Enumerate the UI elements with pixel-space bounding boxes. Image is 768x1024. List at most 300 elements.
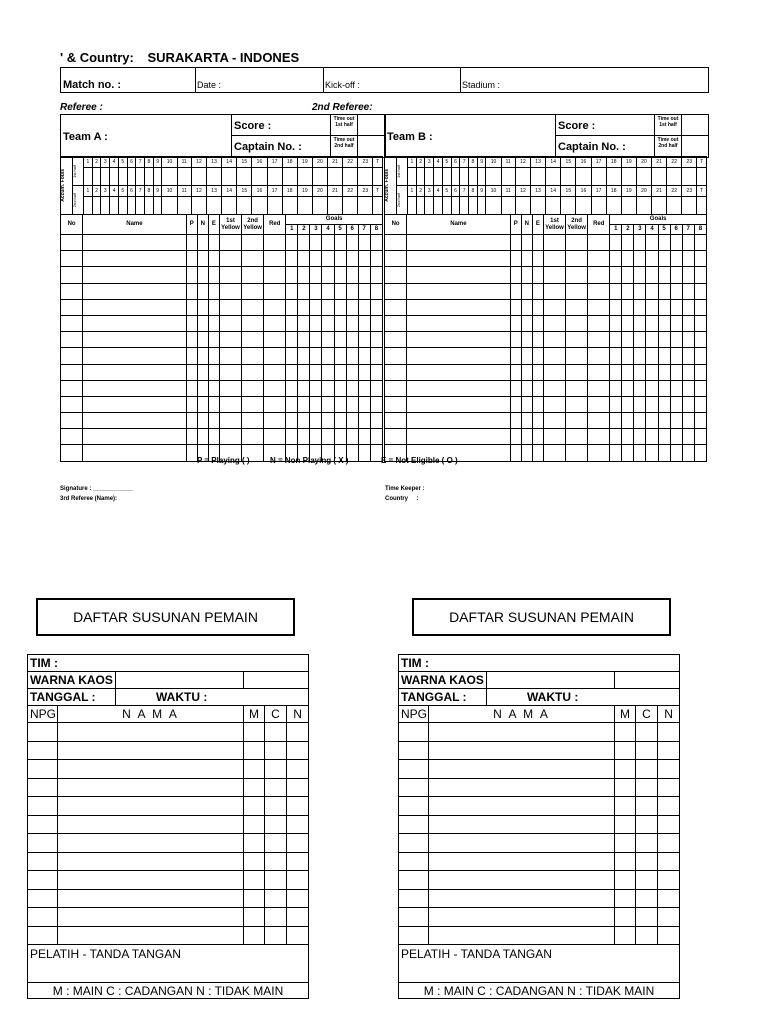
m-cell[interactable] (615, 889, 636, 908)
m-cell[interactable] (244, 871, 265, 890)
roster-cell[interactable] (242, 267, 264, 283)
roster-cell[interactable] (298, 251, 310, 267)
n-cell[interactable] (658, 741, 680, 760)
c-cell[interactable] (636, 908, 658, 927)
roster-cell[interactable] (566, 364, 588, 380)
roster-cell[interactable] (385, 332, 407, 348)
roster-cell[interactable] (532, 332, 543, 348)
roster-cell[interactable] (610, 429, 622, 445)
roster-cell[interactable] (532, 348, 543, 364)
roster-cell[interactable] (634, 348, 646, 364)
n-cell[interactable] (658, 797, 680, 816)
roster-cell[interactable] (286, 283, 298, 299)
roster-cell[interactable] (322, 332, 334, 348)
roster-cell[interactable] (219, 267, 241, 283)
roster-cell[interactable] (670, 413, 682, 429)
roster-cell[interactable] (310, 332, 322, 348)
roster-cell[interactable] (286, 251, 298, 267)
roster-cell[interactable] (543, 315, 565, 331)
c-cell[interactable] (265, 889, 287, 908)
roster-cell[interactable] (682, 235, 694, 251)
roster-cell[interactable] (83, 235, 187, 251)
npg-cell[interactable] (399, 778, 429, 797)
nama-cell[interactable] (58, 871, 244, 890)
foul-mark-cell[interactable] (207, 168, 222, 186)
roster-cell[interactable] (622, 315, 634, 331)
npg-cell[interactable] (28, 834, 58, 853)
roster-cell[interactable] (670, 283, 682, 299)
foul-mark-cell[interactable] (162, 168, 177, 186)
c-cell[interactable] (265, 741, 287, 760)
foul-mark-cell[interactable] (606, 168, 621, 186)
roster-cell[interactable] (646, 235, 658, 251)
m-cell[interactable] (615, 871, 636, 890)
nama-cell[interactable] (58, 760, 244, 779)
n-cell[interactable] (658, 908, 680, 927)
n-cell[interactable] (287, 797, 309, 816)
roster-cell[interactable] (682, 364, 694, 380)
roster-cell[interactable] (334, 235, 346, 251)
c-cell[interactable] (265, 760, 287, 779)
roster-cell[interactable] (370, 364, 382, 380)
roster-cell[interactable] (197, 267, 208, 283)
foul-mark-cell[interactable] (297, 168, 312, 186)
roster-cell[interactable] (694, 413, 706, 429)
n-cell[interactable] (658, 834, 680, 853)
npg-cell[interactable] (399, 908, 429, 927)
roster-cell[interactable] (670, 251, 682, 267)
m-cell[interactable] (615, 741, 636, 760)
foul-mark-cell[interactable] (621, 197, 636, 215)
nama-cell[interactable] (58, 778, 244, 797)
roster-cell[interactable] (588, 396, 610, 412)
roster-cell[interactable] (310, 413, 322, 429)
m-cell[interactable] (615, 852, 636, 871)
m-cell[interactable] (615, 926, 636, 945)
foul-mark-cell[interactable] (531, 197, 546, 215)
roster-cell[interactable] (610, 332, 622, 348)
roster-cell[interactable] (634, 364, 646, 380)
roster-cell[interactable] (298, 299, 310, 315)
foul-mark-cell[interactable] (515, 168, 530, 186)
tanggal-label[interactable]: TANGGAL : (399, 689, 487, 706)
roster-cell[interactable] (407, 299, 511, 315)
roster-cell[interactable] (219, 396, 241, 412)
n-cell[interactable] (658, 852, 680, 871)
roster-cell[interactable] (532, 283, 543, 299)
roster-cell[interactable] (588, 299, 610, 315)
roster-cell[interactable] (264, 413, 286, 429)
roster-cell[interactable] (385, 315, 407, 331)
roster-cell[interactable] (310, 267, 322, 283)
foul-mark-cell[interactable] (358, 168, 373, 186)
roster-cell[interactable] (588, 332, 610, 348)
roster-cell[interactable] (532, 267, 543, 283)
roster-cell[interactable] (370, 396, 382, 412)
roster-cell[interactable] (385, 283, 407, 299)
roster-cell[interactable] (358, 413, 370, 429)
roster-cell[interactable] (670, 267, 682, 283)
foul-mark-cell[interactable] (282, 168, 297, 186)
roster-cell[interactable] (346, 413, 358, 429)
roster-cell[interactable] (334, 396, 346, 412)
foul-mark-cell[interactable] (591, 168, 606, 186)
roster-cell[interactable] (510, 380, 521, 396)
n-cell[interactable] (287, 723, 309, 742)
foul-mark-cell[interactable] (486, 197, 501, 215)
roster-cell[interactable] (543, 348, 565, 364)
date-cell[interactable] (195, 68, 324, 92)
roster-cell[interactable] (521, 235, 532, 251)
roster-cell[interactable] (658, 251, 670, 267)
roster-cell[interactable] (61, 299, 83, 315)
roster-cell[interactable] (186, 299, 197, 315)
roster-cell[interactable] (208, 429, 219, 445)
roster-cell[interactable] (566, 348, 588, 364)
npg-cell[interactable] (399, 834, 429, 853)
roster-cell[interactable] (634, 251, 646, 267)
foul-mark-cell[interactable] (373, 197, 383, 215)
nama-cell[interactable] (58, 889, 244, 908)
roster-cell[interactable] (682, 413, 694, 429)
foul-mark-cell[interactable] (606, 197, 621, 215)
roster-cell[interactable] (298, 380, 310, 396)
foul-mark-cell[interactable] (697, 168, 707, 186)
roster-cell[interactable] (186, 380, 197, 396)
roster-cell[interactable] (83, 299, 187, 315)
roster-cell[interactable] (521, 413, 532, 429)
npg-cell[interactable] (28, 908, 58, 927)
roster-cell[interactable] (532, 299, 543, 315)
foul-mark-cell[interactable] (591, 197, 606, 215)
m-cell[interactable] (244, 741, 265, 760)
roster-cell[interactable] (543, 445, 565, 461)
npg-cell[interactable] (399, 889, 429, 908)
roster-cell[interactable] (186, 315, 197, 331)
roster-cell[interactable] (588, 445, 610, 461)
roster-cell[interactable] (334, 315, 346, 331)
roster-cell[interactable] (61, 251, 83, 267)
roster-cell[interactable] (264, 315, 286, 331)
nama-cell[interactable] (429, 760, 615, 779)
roster-cell[interactable] (634, 235, 646, 251)
roster-cell[interactable] (322, 315, 334, 331)
foul-mark-cell[interactable] (343, 168, 358, 186)
roster-cell[interactable] (286, 364, 298, 380)
roster-cell[interactable] (286, 315, 298, 331)
roster-cell[interactable] (286, 267, 298, 283)
roster-cell[interactable] (682, 251, 694, 267)
roster-cell[interactable] (358, 299, 370, 315)
roster-cell[interactable] (634, 332, 646, 348)
roster-cell[interactable] (588, 348, 610, 364)
roster-cell[interactable] (208, 251, 219, 267)
n-cell[interactable] (658, 778, 680, 797)
npg-cell[interactable] (399, 723, 429, 742)
timekeeper-label[interactable]: Time Keeper : (385, 486, 425, 492)
m-cell[interactable] (244, 815, 265, 834)
signature-label[interactable]: Signature : ____________ (60, 486, 134, 492)
foul-mark-cell[interactable] (425, 197, 434, 215)
roster-cell[interactable] (208, 235, 219, 251)
roster-cell[interactable] (358, 283, 370, 299)
foul-mark-cell[interactable] (177, 197, 191, 215)
nama-cell[interactable] (429, 778, 615, 797)
m-cell[interactable] (615, 778, 636, 797)
roster-cell[interactable] (622, 267, 634, 283)
waktu-label[interactable]: WAKTU : (487, 689, 680, 706)
foul-mark-cell[interactable] (682, 168, 697, 186)
roster-cell[interactable] (334, 413, 346, 429)
nama-cell[interactable] (429, 908, 615, 927)
team-a-score-row[interactable] (232, 115, 386, 136)
roster-cell[interactable] (634, 445, 646, 461)
roster-cell[interactable] (286, 429, 298, 445)
n-cell[interactable] (658, 889, 680, 908)
roster-cell[interactable] (694, 267, 706, 283)
npg-cell[interactable] (399, 871, 429, 890)
roster-cell[interactable] (346, 429, 358, 445)
roster-cell[interactable] (264, 348, 286, 364)
roster-cell[interactable] (219, 315, 241, 331)
roster-cell[interactable] (694, 380, 706, 396)
foul-mark-cell[interactable] (451, 197, 460, 215)
n-cell[interactable] (287, 908, 309, 927)
roster-cell[interactable] (510, 283, 521, 299)
roster-cell[interactable] (532, 380, 543, 396)
roster-cell[interactable] (242, 283, 264, 299)
roster-cell[interactable] (543, 267, 565, 283)
roster-cell[interactable] (510, 429, 521, 445)
roster-cell[interactable] (658, 348, 670, 364)
roster-cell[interactable] (370, 413, 382, 429)
roster-cell[interactable] (521, 267, 532, 283)
foul-mark-cell[interactable] (425, 168, 434, 186)
foul-mark-cell[interactable] (110, 168, 119, 186)
foul-mark-cell[interactable] (297, 197, 312, 215)
roster-cell[interactable] (646, 380, 658, 396)
roster-cell[interactable] (646, 429, 658, 445)
roster-cell[interactable] (670, 445, 682, 461)
roster-cell[interactable] (298, 396, 310, 412)
nama-cell[interactable] (429, 797, 615, 816)
npg-cell[interactable] (399, 852, 429, 871)
roster-cell[interactable] (346, 332, 358, 348)
team-b-captain-row[interactable] (556, 136, 709, 157)
waktu-label[interactable]: WAKTU : (116, 689, 309, 706)
foul-mark-cell[interactable] (237, 168, 252, 186)
m-cell[interactable] (244, 889, 265, 908)
roster-cell[interactable] (242, 315, 264, 331)
roster-cell[interactable] (566, 445, 588, 461)
roster-cell[interactable] (610, 445, 622, 461)
roster-cell[interactable] (622, 413, 634, 429)
foul-mark-cell[interactable] (267, 197, 282, 215)
roster-cell[interactable] (310, 429, 322, 445)
c-cell[interactable] (636, 741, 658, 760)
nama-cell[interactable] (58, 815, 244, 834)
roster-cell[interactable] (588, 413, 610, 429)
roster-cell[interactable] (694, 396, 706, 412)
roster-cell[interactable] (670, 348, 682, 364)
warna-field[interactable] (487, 672, 615, 689)
m-cell[interactable] (615, 815, 636, 834)
foul-mark-cell[interactable] (477, 197, 486, 215)
nama-cell[interactable] (429, 723, 615, 742)
roster-cell[interactable] (682, 396, 694, 412)
stadium-cell[interactable] (460, 68, 708, 92)
roster-cell[interactable] (346, 315, 358, 331)
roster-cell[interactable] (566, 332, 588, 348)
roster-cell[interactable] (370, 299, 382, 315)
foul-mark-cell[interactable] (652, 168, 667, 186)
roster-cell[interactable] (566, 429, 588, 445)
roster-cell[interactable] (334, 364, 346, 380)
foul-mark-cell[interactable] (101, 197, 110, 215)
roster-cell[interactable] (521, 396, 532, 412)
roster-cell[interactable] (658, 429, 670, 445)
roster-cell[interactable] (646, 364, 658, 380)
roster-cell[interactable] (298, 235, 310, 251)
roster-cell[interactable] (186, 348, 197, 364)
foul-mark-cell[interactable] (434, 168, 443, 186)
roster-cell[interactable] (694, 283, 706, 299)
c-cell[interactable] (636, 760, 658, 779)
roster-cell[interactable] (264, 396, 286, 412)
roster-cell[interactable] (385, 429, 407, 445)
roster-cell[interactable] (83, 364, 187, 380)
roster-cell[interactable] (322, 348, 334, 364)
npg-cell[interactable] (399, 741, 429, 760)
foul-mark-cell[interactable] (153, 197, 162, 215)
foul-mark-cell[interactable] (652, 197, 667, 215)
roster-cell[interactable] (219, 299, 241, 315)
roster-cell[interactable] (298, 429, 310, 445)
roster-cell[interactable] (521, 251, 532, 267)
roster-cell[interactable] (264, 332, 286, 348)
roster-cell[interactable] (385, 348, 407, 364)
roster-cell[interactable] (670, 396, 682, 412)
roster-cell[interactable] (521, 283, 532, 299)
roster-cell[interactable] (670, 380, 682, 396)
roster-cell[interactable] (682, 315, 694, 331)
foul-mark-cell[interactable] (118, 168, 127, 186)
foul-mark-cell[interactable] (667, 197, 682, 215)
roster-cell[interactable] (566, 396, 588, 412)
nama-cell[interactable] (429, 926, 615, 945)
nama-cell[interactable] (58, 797, 244, 816)
roster-cell[interactable] (242, 380, 264, 396)
roster-cell[interactable] (197, 380, 208, 396)
roster-cell[interactable] (219, 364, 241, 380)
c-cell[interactable] (636, 889, 658, 908)
nama-cell[interactable] (58, 926, 244, 945)
foul-mark-cell[interactable] (252, 197, 267, 215)
foul-mark-cell[interactable] (636, 197, 651, 215)
roster-cell[interactable] (566, 267, 588, 283)
c-cell[interactable] (265, 871, 287, 890)
foul-mark-cell[interactable] (460, 168, 469, 186)
foul-mark-cell[interactable] (222, 197, 237, 215)
roster-cell[interactable] (370, 235, 382, 251)
roster-cell[interactable] (242, 429, 264, 445)
c-cell[interactable] (265, 723, 287, 742)
roster-cell[interactable] (521, 332, 532, 348)
roster-cell[interactable] (61, 413, 83, 429)
roster-cell[interactable] (385, 396, 407, 412)
roster-cell[interactable] (694, 251, 706, 267)
roster-cell[interactable] (197, 235, 208, 251)
roster-cell[interactable] (298, 348, 310, 364)
roster-cell[interactable] (208, 396, 219, 412)
roster-cell[interactable] (208, 299, 219, 315)
roster-cell[interactable] (407, 413, 511, 429)
c-cell[interactable] (636, 834, 658, 853)
roster-cell[interactable] (346, 299, 358, 315)
roster-cell[interactable] (83, 251, 187, 267)
foul-mark-cell[interactable] (667, 168, 682, 186)
roster-cell[interactable] (566, 251, 588, 267)
roster-cell[interactable] (646, 267, 658, 283)
roster-cell[interactable] (634, 299, 646, 315)
roster-cell[interactable] (610, 413, 622, 429)
c-cell[interactable] (636, 723, 658, 742)
nama-cell[interactable] (429, 871, 615, 890)
roster-cell[interactable] (646, 315, 658, 331)
roster-cell[interactable] (634, 413, 646, 429)
roster-cell[interactable] (566, 380, 588, 396)
roster-cell[interactable] (298, 267, 310, 283)
roster-cell[interactable] (346, 348, 358, 364)
roster-cell[interactable] (219, 283, 241, 299)
roster-cell[interactable] (219, 413, 241, 429)
roster-cell[interactable] (694, 235, 706, 251)
foul-mark-cell[interactable] (237, 197, 252, 215)
roster-cell[interactable] (264, 364, 286, 380)
roster-cell[interactable] (682, 445, 694, 461)
roster-cell[interactable] (186, 283, 197, 299)
roster-cell[interactable] (298, 283, 310, 299)
roster-cell[interactable] (358, 235, 370, 251)
roster-cell[interactable] (310, 396, 322, 412)
foul-mark-cell[interactable] (312, 168, 327, 186)
roster-cell[interactable] (622, 380, 634, 396)
roster-cell[interactable] (610, 235, 622, 251)
c-cell[interactable] (636, 797, 658, 816)
roster-cell[interactable] (646, 283, 658, 299)
foul-mark-cell[interactable] (84, 168, 93, 186)
roster-cell[interactable] (543, 235, 565, 251)
roster-cell[interactable] (286, 413, 298, 429)
roster-cell[interactable] (521, 380, 532, 396)
roster-cell[interactable] (670, 235, 682, 251)
roster-cell[interactable] (358, 332, 370, 348)
roster-cell[interactable] (334, 429, 346, 445)
roster-cell[interactable] (186, 396, 197, 412)
pelatih-label[interactable]: PELATIH - TANDA TANGAN (28, 945, 309, 983)
roster-cell[interactable] (310, 364, 322, 380)
roster-cell[interactable] (370, 429, 382, 445)
n-cell[interactable] (658, 760, 680, 779)
roster-cell[interactable] (694, 445, 706, 461)
foul-mark-cell[interactable] (252, 168, 267, 186)
n-cell[interactable] (287, 926, 309, 945)
roster-cell[interactable] (658, 315, 670, 331)
roster-cell[interactable] (588, 364, 610, 380)
roster-cell[interactable] (543, 364, 565, 380)
kickoff-cell[interactable] (323, 68, 461, 92)
roster-cell[interactable] (407, 267, 511, 283)
